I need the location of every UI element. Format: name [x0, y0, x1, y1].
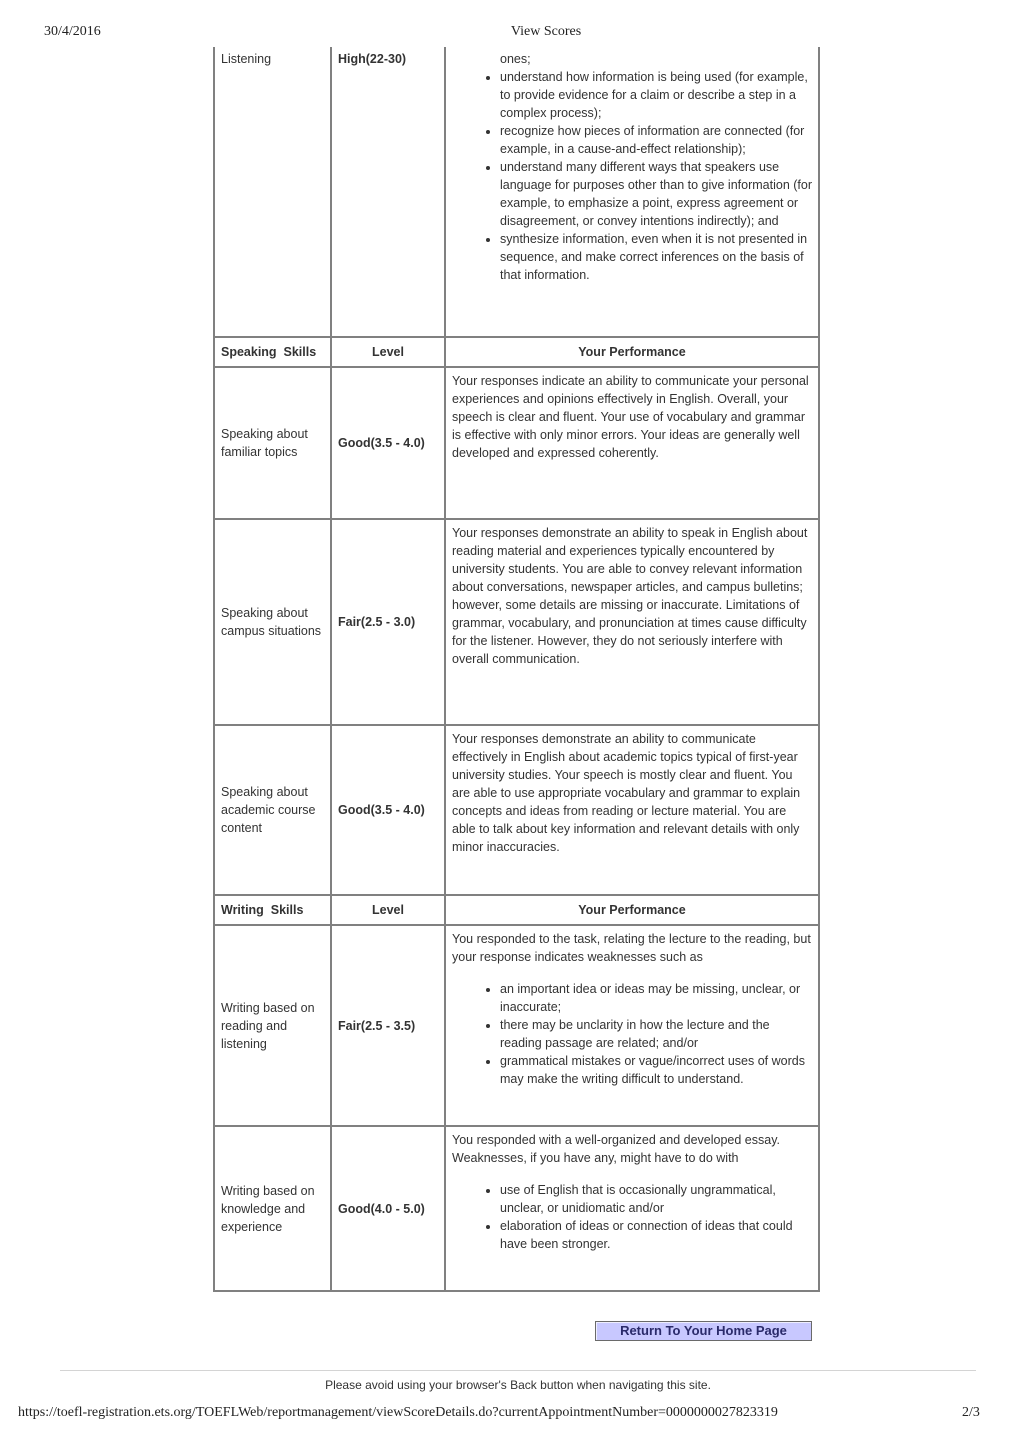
level-cell: Good(3.5 - 4.0) [332, 726, 446, 896]
skill-cell: Speaking about academic course content [215, 726, 332, 896]
writing-header-row [215, 896, 818, 926]
continued-text: ones; [500, 52, 531, 66]
listening-row [215, 47, 818, 338]
level-cell: Fair(2.5 - 3.0) [332, 520, 446, 726]
level-cell: Good(3.5 - 4.0) [332, 368, 446, 520]
table-row [215, 926, 818, 1127]
column-header-skill: Speaking Skills [215, 338, 332, 368]
print-date: 30/4/2016 [44, 24, 101, 39]
skill-cell: Speaking about campus situations [215, 520, 332, 726]
performance-intro: You responded with a well-organized and developed essay. Weaknesses, if you have any, might have to do with [452, 1133, 781, 1165]
performance-cell: Your responses demonstrate an ability to speak in English about reading material and experiences typically encountered by university students. You are able to convey relevant information about conversations, newspaper articles, and campus bulletins; however, some details are missing or inaccurate. Limitations of grammar, vocabulary, and pronunciation at times cause difficulty for the listener. However, they do not seriously interfere with overall communication. [446, 520, 818, 726]
level-value: High(22-30) [338, 52, 407, 66]
column-header-performance: Your Performance [446, 338, 818, 368]
performance-cell [446, 1127, 818, 1290]
list-item: • recognize how pieces of information are connected (for example, in a cause-and-effect relationship); [500, 122, 812, 158]
print-url: https://toefl-registration.ets.org/TOEFLWeb/reportmanagement/viewScoreDetails.do?currentAppointmentNumber=0000000027823319 [18, 1405, 778, 1420]
print-title: View Scores [510, 24, 582, 39]
skill-cell: Writing based on reading and listening [215, 926, 332, 1127]
performance-cell: Your responses indicate an ability to communicate your personal experiences and opinions effectively in English. Overall, your speech is clear and fluent. Your use of vocabulary and grammar is effective with only minor errors. Your ideas are generally well developed and expressed coherently. [446, 368, 818, 520]
print-page-number: 2/3 [962, 1405, 980, 1420]
table-row [215, 1127, 818, 1290]
list-item: • synthesize information, even when it is not presented in sequence, and make correct inferences on the basis of that information. [500, 230, 812, 284]
list-item: • there may be unclarity in how the lecture and the reading passage are related; and/or [500, 1016, 812, 1052]
listening-bullets [452, 68, 812, 284]
performance-cell [446, 47, 818, 338]
score-details-table [213, 47, 820, 1292]
level-cell: Fair(2.5 - 3.5) [332, 926, 446, 1127]
list-item: • an important idea or ideas may be missing, unclear, or inaccurate; [500, 980, 812, 1016]
performance-cell [446, 926, 818, 1127]
footer-note: Please avoid using your browser's Back button when navigating this site. [325, 1378, 711, 1392]
list-item: • elaboration of ideas or connection of ideas that could have been stronger. [500, 1217, 812, 1253]
list-item: • grammatical mistakes or vague/incorrect uses of words may make the writing difficult to understand. [500, 1052, 812, 1088]
table-row [215, 726, 818, 896]
column-header-level: Level [332, 338, 446, 368]
column-header-level: Level [332, 896, 446, 926]
return-home-button[interactable]: Return To Your Home Page [595, 1321, 812, 1341]
performance-intro: You responded to the task, relating the lecture to the reading, but your response indicates weaknesses such as [452, 932, 811, 964]
skill-name: Listening [221, 52, 272, 66]
performance-cell: Your responses demonstrate an ability to communicate effectively in English about academic topics typical of first-year university studies. Your speech is mostly clear and fluent. You are able to use appropriate vocabulary and grammar to explain concepts and ideas from reading or lecture material. You are able to talk about key information and relevant details with only minor inaccuracies. [446, 726, 818, 896]
skill-cell [215, 47, 332, 338]
table-row [215, 368, 818, 520]
list-item: • understand how information is being used (for example, to provide evidence for a claim or describe a step in a complex process); [500, 68, 812, 122]
speaking-header-row [215, 338, 818, 368]
weakness-bullets [452, 1181, 812, 1253]
list-item: • understand many different ways that speakers use language for purposes other than to give information (for example, to emphasize a point, express agreement or disagreement, or convey intentions indirectly); and [500, 158, 812, 230]
skill-cell: Speaking about familiar topics [215, 368, 332, 520]
level-cell [332, 47, 446, 338]
column-header-performance: Your Performance [446, 896, 818, 926]
skill-cell: Writing based on knowledge and experience [215, 1127, 332, 1290]
footer-divider [60, 1370, 976, 1371]
table-row [215, 520, 818, 726]
weakness-bullets [452, 980, 812, 1088]
list-item: • use of English that is occasionally ungrammatical, unclear, or unidiomatic and/or [500, 1181, 812, 1217]
column-header-skill: Writing Skills [215, 896, 332, 926]
level-cell: Good(4.0 - 5.0) [332, 1127, 446, 1290]
